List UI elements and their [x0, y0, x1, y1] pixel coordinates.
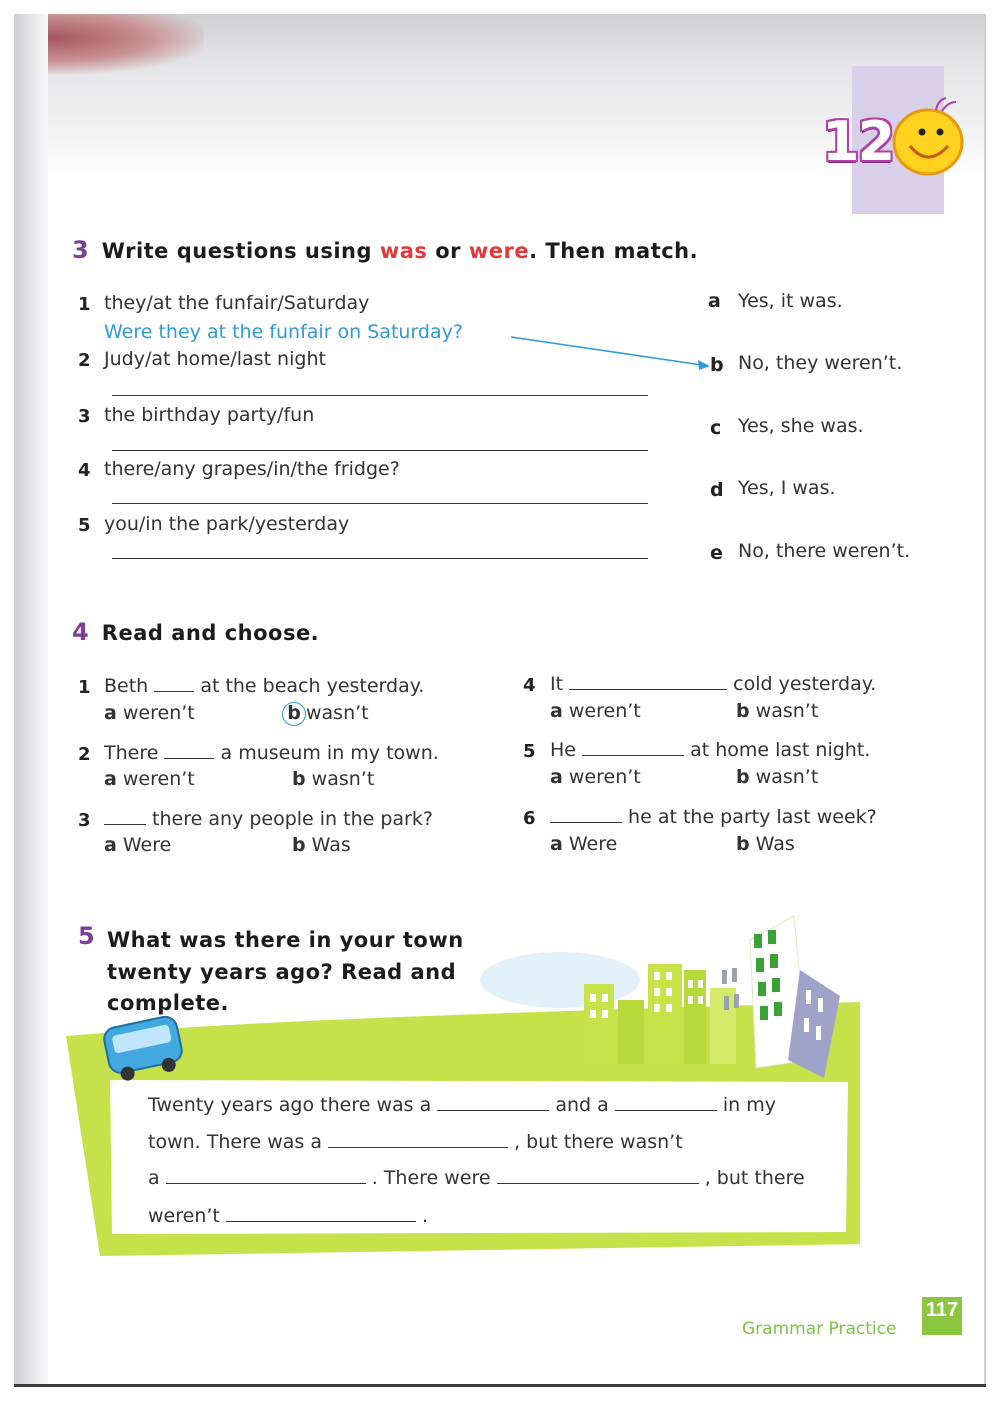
answer-line[interactable]: [112, 503, 648, 504]
gap[interactable]: [154, 691, 194, 692]
item-number: 5: [78, 515, 91, 536]
option-a[interactable]: a weren’t: [104, 702, 195, 724]
answer-text: Yes, she was.: [738, 415, 864, 437]
gap[interactable]: [569, 689, 727, 690]
paragraph-line: weren’t .: [148, 1205, 428, 1227]
option-b[interactable]: b wasn’t: [736, 700, 819, 722]
item-number: 1: [78, 677, 91, 698]
answer-text: Yes, it was.: [738, 290, 843, 312]
section-number: 5: [78, 922, 95, 950]
question-prompt: they/at the funfair/Saturday: [104, 292, 370, 314]
sentence: He at home last night.: [550, 739, 871, 761]
section-5-heading: [78, 922, 95, 950]
item-number: 5: [523, 741, 536, 762]
item-number: 2: [78, 744, 91, 765]
page-number: 117: [925, 1299, 959, 1321]
option-a[interactable]: a weren’t: [104, 768, 195, 790]
question-prompt: the birthday party/fun: [104, 404, 315, 426]
section-title: Write questions using was or were. Then match.: [101, 239, 699, 263]
item-number: 3: [78, 810, 91, 831]
page-bottom-edge: [14, 1384, 986, 1387]
item-number: 1: [78, 294, 91, 315]
unit-number: 12: [822, 110, 894, 173]
question-prompt: you/in the park/yesterday: [104, 513, 350, 535]
page-spine-shadow: [14, 14, 48, 1386]
option-a[interactable]: a weren’t: [550, 766, 641, 788]
page-edge: [984, 14, 986, 1386]
section-4-heading: [72, 618, 319, 646]
gap[interactable]: [550, 822, 622, 823]
selected-circle: b: [282, 702, 306, 726]
match-arrow-icon: [508, 330, 718, 376]
option-b[interactable]: b wasn’t: [286, 702, 369, 726]
sentence: There a museum in my town.: [104, 742, 439, 764]
option-a[interactable]: a Were: [104, 834, 172, 856]
answer-line[interactable]: [112, 450, 648, 451]
option-a[interactable]: a weren’t: [550, 700, 641, 722]
answer-text: Yes, I was.: [738, 477, 836, 499]
gap[interactable]: [615, 1110, 717, 1111]
gap[interactable]: [582, 755, 684, 756]
section-title: What was there in your town twenty years ago? Read and complete.: [107, 928, 464, 1015]
section-number: 3: [72, 236, 89, 264]
option-b[interactable]: b Was: [292, 834, 351, 856]
option-b[interactable]: b wasn’t: [292, 768, 375, 790]
option-a[interactable]: a Were: [550, 833, 618, 855]
answer-line[interactable]: [112, 395, 648, 396]
gap[interactable]: [497, 1183, 699, 1184]
sentence: he at the party last week?: [550, 806, 877, 828]
item-number: 3: [78, 406, 91, 427]
sentence: Beth at the beach yesterday.: [104, 675, 425, 697]
answer-letter: b: [710, 354, 724, 376]
option-b[interactable]: b wasn’t: [736, 766, 819, 788]
paragraph-line: Twenty years ago there was a and a in my: [148, 1094, 776, 1116]
answer-letter: a: [708, 290, 721, 312]
paragraph-line: a . There were , but there: [148, 1167, 805, 1189]
answer-letter: e: [710, 542, 723, 564]
footer-label: Grammar Practice: [742, 1319, 897, 1339]
question-prompt: there/any grapes/in/the fridge?: [104, 458, 400, 480]
answer-text: No, there weren’t.: [738, 540, 911, 562]
section-number: 4: [72, 618, 89, 646]
question-prompt: Judy/at home/last night: [104, 348, 326, 370]
option-b[interactable]: b Was: [736, 833, 795, 855]
item-number: 2: [78, 350, 91, 371]
gap[interactable]: [328, 1147, 508, 1148]
sentence: there any people in the park?: [104, 808, 433, 830]
answer-letter: d: [710, 479, 724, 501]
answer-line[interactable]: [112, 558, 648, 559]
gap[interactable]: [437, 1110, 549, 1111]
gap[interactable]: [226, 1221, 416, 1222]
gap[interactable]: [164, 758, 214, 759]
item-number: 4: [523, 675, 536, 696]
answer-text: No, they weren’t.: [738, 352, 903, 374]
scan-margin: [0, 0, 1000, 14]
gap[interactable]: [166, 1183, 366, 1184]
item-number: 4: [78, 460, 91, 481]
example-answer: Were they at the funfair on Saturday?: [104, 321, 463, 343]
answer-letter: c: [710, 417, 722, 439]
item-number: 6: [523, 808, 536, 829]
paragraph-line: town. There was a , but there wasn’t: [148, 1131, 683, 1153]
sentence: It cold yesterday.: [550, 673, 877, 695]
section-3-heading: [72, 236, 698, 264]
gap[interactable]: [104, 824, 146, 825]
section-title: Read and choose.: [101, 621, 320, 645]
